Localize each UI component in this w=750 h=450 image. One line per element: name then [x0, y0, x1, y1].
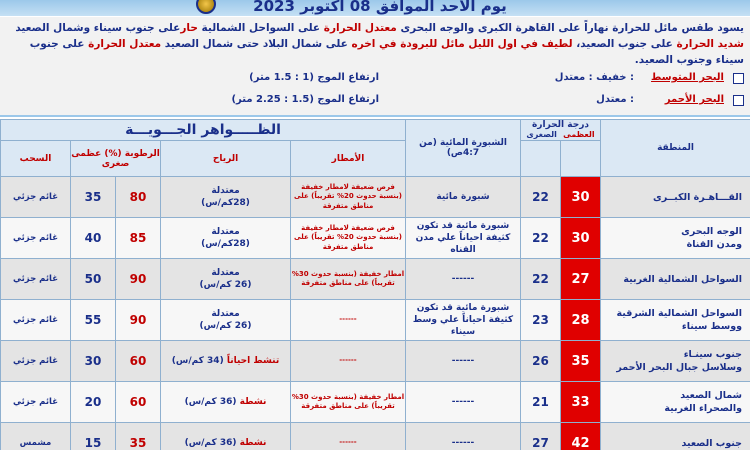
sea-name: البحر الأحمر	[664, 94, 724, 105]
header-phenomena: الظـــــواهر الجـــويـــة	[1, 120, 406, 141]
region-name: السواحل الشمالية الشرقية	[616, 308, 742, 319]
humidity-max-cell: 85	[116, 218, 161, 259]
fog-cell: ------	[406, 259, 521, 300]
fog-cell: ------	[406, 382, 521, 423]
summary-part: على جنوب الصعيد،	[572, 38, 677, 50]
temp-max-cell: 30	[561, 177, 601, 218]
summary-part: على السواحل الشمالية	[197, 22, 324, 34]
temp-max-cell: 42	[561, 423, 601, 450]
table-row	[1, 259, 750, 300]
region-name-line2: ومدن القناة	[686, 239, 742, 250]
humidity-max-cell: 35	[116, 423, 161, 450]
humidity-min-cell: 35	[71, 177, 116, 218]
sea-state: : معتدل	[596, 94, 634, 105]
header-rain: الأمطار	[291, 141, 406, 177]
header-temp-min: الصغرى	[526, 130, 557, 139]
region-cell	[601, 423, 750, 450]
date-line: يوم الاحد الموافق 08 اكتوبر 2023	[253, 0, 507, 15]
wind-note: نشطة	[239, 438, 267, 448]
summary-text	[9, 20, 744, 68]
wind-strength: معتدلة	[211, 309, 240, 319]
cloud-cell: غائم جزئي	[1, 382, 71, 423]
wind-speed: (28كم/س)	[201, 198, 250, 208]
sea-row-mediterranean	[184, 71, 744, 89]
wind-note: تنشط احياناً	[226, 356, 280, 366]
humidity-min-cell: 15	[71, 423, 116, 450]
rain-cell: ------	[291, 300, 406, 341]
wind-cell	[161, 177, 291, 218]
fog-cell: ------	[406, 341, 521, 382]
rain-cell: امطار خفيفة (بنسبة حدوث 30% تقريباً) على مناطق متفرقة	[291, 259, 406, 300]
fog-cell: ------	[406, 423, 521, 450]
region-name: السواحل الشمالية الغربية	[623, 273, 742, 285]
temp-min-cell: 23	[521, 300, 561, 341]
wind-strength: معتدلة	[211, 268, 240, 278]
checkbox-icon	[733, 73, 744, 84]
wind-cell	[161, 259, 291, 300]
fog-cell: شبورة مائية قد تكون كثيفة احياناً علي وسط سيناء	[406, 300, 521, 341]
summary-highlight: شديد الحرارة	[676, 38, 744, 50]
region-name: شمال الصعيد	[680, 390, 742, 401]
humidity-min-cell: 55	[71, 300, 116, 341]
region-name-line2: ووسط سيناء	[681, 321, 742, 332]
temp-max-cell: 30	[561, 218, 601, 259]
cloud-cell: غائم جزئي	[1, 259, 71, 300]
forecast-summary	[0, 17, 750, 117]
table-row	[1, 218, 750, 259]
summary-highlight: معتدل الحرارة	[323, 22, 397, 34]
date-header	[0, 0, 750, 16]
region-cell	[601, 177, 750, 218]
temp-min-cell: 22	[521, 259, 561, 300]
summary-part: على جنوب سيناء وشمال الصعيد	[15, 22, 181, 34]
humidity-max-cell: 60	[116, 382, 161, 423]
cloud-cell: غائم جزئي	[1, 341, 71, 382]
humidity-max-cell: 90	[116, 259, 161, 300]
wind-speed: (26 كم/س)	[199, 280, 252, 290]
wind-speed: (26 كم/س)	[199, 321, 252, 331]
ema-logo-icon	[196, 0, 216, 14]
table-row	[1, 341, 750, 382]
temp-max-cell: 35	[561, 341, 601, 382]
temp-max-cell: 33	[561, 382, 601, 423]
summary-highlight: معتدل الحرارة	[88, 38, 162, 50]
region-cell	[601, 218, 750, 259]
cloud-cell: غائم جزئي	[1, 177, 71, 218]
table-row	[1, 423, 750, 450]
temp-min-cell: 21	[521, 382, 561, 423]
table-row	[1, 300, 750, 341]
humidity-max-cell: 80	[116, 177, 161, 218]
wind-cell	[161, 382, 291, 423]
fog-cell: شبورة مائية	[406, 177, 521, 218]
fog-cell: شبورة مائية قد تكون كثيفة احياناً علي مدن القناه	[406, 218, 521, 259]
region-cell	[601, 259, 750, 300]
humidity-max-cell: 60	[116, 341, 161, 382]
wind-cell	[161, 341, 291, 382]
header-clouds: السحب	[1, 141, 71, 177]
summary-highlight: حار	[180, 22, 198, 34]
region-cell	[601, 341, 750, 382]
region-name: جنوب الصعيد	[681, 437, 742, 449]
temp-max-cell: 27	[561, 259, 601, 300]
header-blank	[521, 141, 561, 177]
header-temp-label: درجة الحرارة	[531, 120, 589, 130]
sea-name: البحر المتوسط	[651, 72, 724, 83]
humidity-max-cell: 90	[116, 300, 161, 341]
rain-cell: فرص ضعيفة لامطار خفيفة (بنسبة حدوث 20% تقريباً) على مناطق متفرقة	[291, 218, 406, 259]
temp-min-cell: 22	[521, 218, 561, 259]
header-temp-max: العظمى	[563, 130, 595, 139]
rain-cell: ------	[291, 341, 406, 382]
header-blank	[561, 141, 601, 177]
wave-height: ارتفاع الموج (1 : 1.5 متر)	[249, 72, 379, 83]
wind-speed: (28كم/س)	[201, 239, 250, 249]
checkbox-icon	[733, 95, 744, 106]
cloud-cell: مشمس	[1, 423, 71, 450]
header-region: المنطقة	[601, 120, 750, 177]
temp-min-cell: 22	[521, 177, 561, 218]
forecast-table	[0, 119, 750, 450]
humidity-min-cell: 30	[71, 341, 116, 382]
rain-cell: امطار خفيفة (بنسبة حدوث 30% تقريباً) على مناطق متفرقة	[291, 382, 406, 423]
region-name: الوجه البحرى	[681, 226, 742, 237]
wave-height: ارتفاع الموج (1.5 : 2.25 متر)	[231, 94, 379, 105]
wind-speed: (34 كم/س)	[171, 356, 224, 366]
wind-cell	[161, 300, 291, 341]
sea-row-red-sea	[184, 93, 744, 111]
wind-speed: (36 كم/س)	[184, 438, 237, 448]
cloud-cell: غائم جزئي	[1, 300, 71, 341]
header-temp	[521, 120, 601, 141]
temp-max-cell: 28	[561, 300, 601, 341]
region-name: القـــاهـرة الكبــرى	[653, 191, 742, 203]
summary-highlight: لطيف في اول الليل مائل للبرودة في اخره	[351, 38, 573, 50]
wind-cell	[161, 218, 291, 259]
header-fog: الشبورة المائية (من 4:7ص)	[406, 120, 521, 177]
humidity-min-cell: 40	[71, 218, 116, 259]
summary-part: على شمال البلاد حتى شمال الصعيد	[161, 38, 352, 50]
humidity-min-cell: 20	[71, 382, 116, 423]
humidity-min-cell: 50	[71, 259, 116, 300]
temp-min-cell: 26	[521, 341, 561, 382]
sea-state: : خفيف : معتدل	[554, 72, 634, 83]
region-name: جنوب سينـاء	[683, 349, 742, 360]
rain-cell: ------	[291, 423, 406, 450]
region-name-line2: والصحراء الغربية	[664, 403, 742, 414]
wind-note: نشطة	[239, 397, 267, 407]
region-cell	[601, 300, 750, 341]
cloud-cell: غائم جزئي	[1, 218, 71, 259]
summary-part: يسود طقس مائل للحرارة نهاراً على القاهرة الكبرى والوجه البحرى	[396, 22, 744, 34]
rain-cell: فرص ضعيفة لامطار خفيفة (بنسبة حدوث 20% تقريباً) على مناطق متفرقة	[291, 177, 406, 218]
wind-strength: معتدلة	[211, 186, 240, 196]
table-row	[1, 177, 750, 218]
wind-cell	[161, 423, 291, 450]
header-wind: الرياح	[161, 141, 291, 177]
region-name-line2: وسلاسل جبال البحر الأحمر	[616, 362, 742, 373]
wind-speed: (36 كم/س)	[184, 397, 237, 407]
table-row	[1, 382, 750, 423]
header-humidity: الرطوبة (%) عظمى صغرى	[71, 141, 161, 177]
temp-min-cell: 27	[521, 423, 561, 450]
wind-strength: معتدلة	[211, 227, 240, 237]
summary-part: على جنوب سيناء وجنوب الصعيد.	[29, 38, 744, 66]
region-cell	[601, 382, 750, 423]
